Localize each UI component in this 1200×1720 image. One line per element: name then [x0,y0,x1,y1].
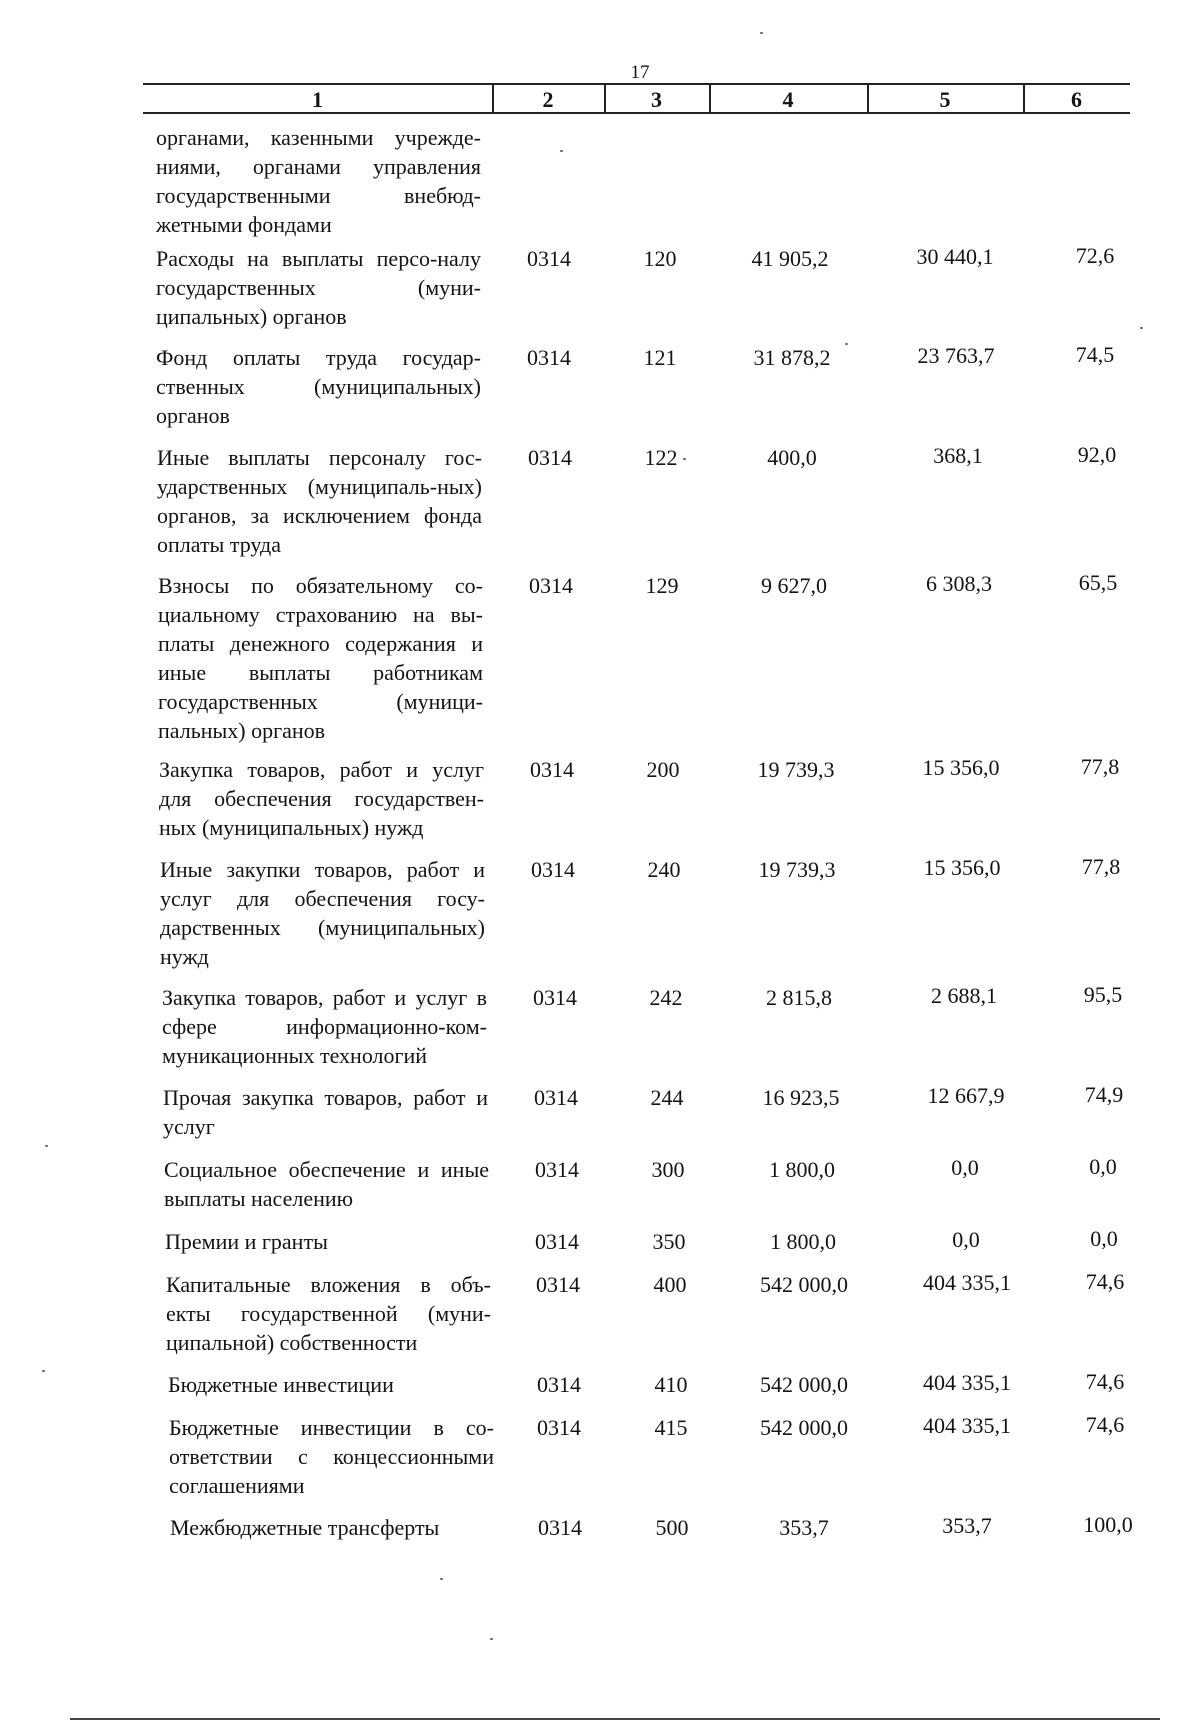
row-fact: 404 335,1 [923,1413,1011,1438]
row-percent: 100,0 [1083,1512,1133,1537]
row-percent: 77,8 [1081,854,1121,879]
scan-speck [42,1370,45,1372]
row-code: 350 [652,1229,686,1254]
row-percent: 0,0 [1089,1154,1117,1179]
row-name: Фонд оплаты труда государ-ственных (муниципальных) органов [156,345,481,428]
row-name: Прочая закупка товаров, работ и услуг [163,1085,488,1139]
row-code: 122 [644,445,678,470]
row-name: Иные выплаты персоналу гос-ударственных (муниципаль-ных) органов, за исключением фонда оплаты труда [157,445,482,557]
row-section: 0314 [535,1229,579,1254]
scan-speck [560,150,563,152]
row-section: 0314 [534,1085,578,1110]
row-fact: 353,7 [942,1513,992,1538]
row-plan: 400,0 [767,445,817,470]
row-plan: 19 739,3 [758,857,836,882]
row-section: 0314 [527,345,571,370]
row-name: Премии и гранты [165,1229,328,1254]
row-name: Иные закупки товаров, работ и услуг для обеспечения госу-дарственных (муниципальных) нужд [160,857,485,969]
row-plan: 41 905,2 [751,246,829,271]
row-name: Бюджетные инвестиции в со-ответствии с концессионными соглашениями [169,1415,494,1498]
row-fact: 12 667,9 [927,1083,1005,1108]
row-code: 120 [643,246,677,271]
scan-speck [1140,327,1143,329]
row-percent: 77,8 [1080,754,1120,779]
row-fact: 15 356,0 [923,855,1001,880]
row-plan: 542 000,0 [760,1372,848,1397]
row-percent: 74,5 [1075,342,1115,367]
row-section: 0314 [527,246,571,271]
row-name: Социальное обеспечение и иные выплаты населению [164,1157,489,1211]
row-fact: 368,1 [933,443,983,468]
row-plan: 542 000,0 [760,1272,848,1297]
row-plan: 16 923,5 [762,1085,840,1110]
table-top-rule [143,83,1130,85]
row-fact: 2 688,1 [931,983,997,1008]
row-plan: 1 800,0 [770,1229,836,1254]
row-code: 400 [653,1272,687,1297]
row-name: Закупка товаров, работ и услуг для обеспечения государствен-ных (муниципальных) нужд [159,757,484,840]
scan-speck [683,458,686,460]
row-plan: 542 000,0 [760,1415,848,1440]
row-section: 0314 [537,1415,581,1440]
row-section: 0314 [528,445,572,470]
row-name: Закупка товаров, работ и услуг в сфере информационно-ком-муникационных технологий [162,985,487,1068]
row-percent: 0,0 [1090,1226,1118,1251]
row-percent: 74,6 [1085,1412,1125,1437]
row-percent: 92,0 [1077,442,1117,467]
scan-speck [490,1638,493,1640]
row-section: 0314 [535,1157,579,1182]
row-section: 0314 [533,985,577,1010]
row-plan: 1 800,0 [769,1157,835,1182]
page-number: 17 [630,62,650,83]
column-header-4: 4 [782,87,794,112]
row-code: 500 [655,1515,689,1540]
scan-speck [440,1578,443,1580]
row-section: 0314 [536,1272,580,1297]
row-percent: 74,6 [1085,1369,1125,1394]
row-plan: 31 878,2 [753,345,831,370]
row-plan: 2 815,8 [766,985,832,1010]
row-section: 0314 [530,757,574,782]
row-code: 300 [651,1157,685,1182]
row-code: 240 [647,857,681,882]
row-section: 0314 [537,1372,581,1397]
row-fact: 404 335,1 [923,1270,1011,1295]
row-code: 121 [643,345,677,370]
column-header-6: 6 [1071,87,1082,112]
row-code: 415 [654,1415,688,1440]
row-fact: 23 763,7 [917,343,995,368]
scan-speck [760,32,763,34]
row-code: 200 [646,757,680,782]
row-section: 0314 [529,573,573,598]
row-name: Межбюджетные трансферты [170,1515,440,1540]
column-header-5: 5 [939,87,951,112]
scan-speck [845,343,848,345]
column-header-2: 2 [542,87,554,112]
row-code: 129 [645,573,679,598]
continuation-text: органами, казенными учрежде-ниями, органами управления государственными внебюд-жетными фондами [156,125,481,237]
row-percent: 74,9 [1084,1082,1124,1107]
row-fact: 0,0 [952,1227,980,1252]
row-name: Бюджетные инвестиции [168,1372,394,1397]
column-header-1: 1 [312,87,323,112]
row-plan: 9 627,0 [761,573,827,598]
row-section: 0314 [538,1515,582,1540]
row-fact: 30 440,1 [916,244,994,269]
row-plan: 19 739,3 [757,757,835,782]
row-code: 410 [654,1372,688,1397]
row-fact: 6 308,3 [926,571,992,596]
row-section: 0314 [531,857,575,882]
row-name: Капитальные вложения в объ-екты государственной (муни-ципальной) собственности [166,1272,491,1355]
row-fact: 404 335,1 [923,1370,1011,1395]
row-percent: 74,6 [1085,1269,1125,1294]
row-fact: 15 356,0 [922,755,1000,780]
row-percent: 65,5 [1078,570,1118,595]
column-header-3: 3 [651,87,662,112]
scan-speck [45,1145,48,1147]
row-plan: 353,7 [779,1515,829,1540]
row-percent: 72,6 [1075,243,1115,268]
row-name: Расходы на выплаты персо-налу государственных (муни-ципальных) органов [156,246,481,329]
row-code: 242 [649,985,683,1010]
row-fact: 0,0 [951,1155,979,1180]
row-percent: 95,5 [1083,982,1123,1007]
row-code: 244 [650,1085,684,1110]
row-name: Взносы по обязательному со-циальному страхованию на вы-платы денежного содержания и иные выплаты работникам государственных (муници-пальных) органов [158,573,483,743]
